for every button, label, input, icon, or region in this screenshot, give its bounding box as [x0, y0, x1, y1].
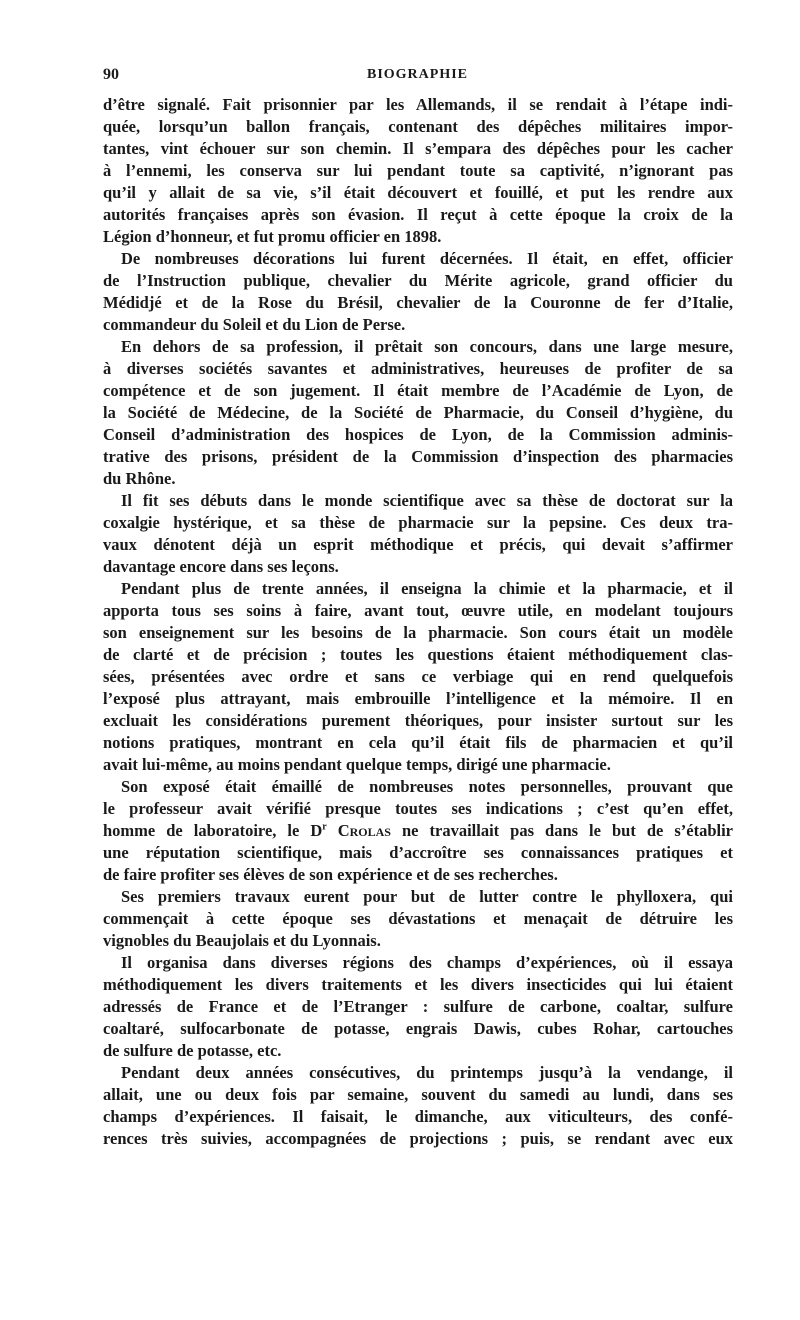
text-line: commandeur du Soleil et du Lion de Perse. [103, 315, 406, 334]
text-line: excluait les considérations purement théoriques, pour insister surtout sur les [103, 711, 733, 730]
text-line: quée, lorsqu’un ballon français, contenant des dépêches militaires impor- [103, 117, 733, 136]
text-line: avait lui-même, au moins pendant quelque temps, dirigé une pharmacie. [103, 755, 611, 774]
body-text [103, 94, 733, 1150]
superscript: r [322, 821, 327, 833]
running-head: BIOGRAPHIE [366, 67, 468, 82]
text-line: champs d’expériences. Il faisait, le dimanche, aux viticulteurs, des confé- [103, 1107, 733, 1126]
text-line: à diverses sociétés savantes et administratives, heureuses de profiter de sa [103, 359, 733, 378]
page-number: 90 [103, 66, 119, 83]
text-line: de faire profiter ses élèves de son expérience et de ses recherches. [103, 865, 558, 884]
text-line: Conseil d’administration des hospices de Lyon, de la Commission adminis- [103, 425, 733, 444]
text-line: vignobles du Beaujolais et du Lyonnais. [103, 931, 381, 950]
text-line: de l’Instruction publique, chevalier du Mérite agricole, grand officier du [103, 271, 733, 290]
text-line: autorités françaises après son évasion. Il reçut à cette époque la croix de la [103, 205, 733, 224]
text-line: sées, présentées avec ordre et sans ce verbiage qui en rend quelquefois [103, 667, 733, 686]
text-line: adressés de France et de l’Etranger : sulfure de carbone, coaltar, sulfure [103, 997, 733, 1016]
text-line: De nombreuses décorations lui furent décernées. Il était, en effet, officier [121, 249, 733, 268]
text-line: d’être signalé. Fait prisonnier par les Allemands, il se rendait à l’étape indi- [103, 95, 733, 114]
text-line: notions pratiques, montrant en cela qu’il était fils de pharmacien et qu’il [103, 733, 733, 752]
text-line [103, 820, 733, 842]
text-line: davantage encore dans ses leçons. [103, 557, 339, 576]
text-line: trative des prisons, président de la Commission d’inspection des pharmacies [103, 447, 733, 466]
text-fragment: homme de laboratoire, le D [103, 821, 323, 840]
text-line: Pendant deux années consécutives, du printemps jusqu’à la vendange, il [121, 1063, 733, 1082]
text-line: vaux dénotent déjà un esprit méthodique et précis, qui devait s’affirmer [103, 535, 733, 554]
page-header [103, 66, 732, 90]
text-line: de sulfure de potasse, etc. [103, 1041, 282, 1060]
text-fragment: ne travaillait pas dans le but de s’établir [390, 821, 733, 840]
text-line: la Société de Médecine, de la Société de Pharmacie, du Conseil d’hygiène, du [103, 403, 733, 422]
text-line: commençait à cette époque ses dévastations et menaçait de détruire les [103, 909, 733, 928]
text-line: compétence et de son jugement. Il était membre de l’Académie de Lyon, de [103, 381, 733, 400]
text-line: Médidjé et de la Rose du Brésil, chevalier de la Couronne de fer d’Italie, [103, 293, 733, 312]
text-line: Légion d’honneur, et fut promu officier en 1898. [103, 227, 442, 246]
text-line: En dehors de sa profession, il prêtait son concours, dans une large mesure, [121, 337, 733, 356]
text-line: rences très suivies, accompagnées de projections ; puis, se rendant avec eux [103, 1129, 733, 1148]
paragraph [103, 886, 733, 952]
text-line: à l’ennemi, les conserva sur lui pendant toute sa captivité, n’ignorant pas [103, 161, 733, 180]
paragraph [103, 1062, 733, 1150]
paragraph [103, 248, 733, 336]
text-line: qu’il y allait de sa vie, s’il était découvert et fouillé, et put les rendre aux [103, 183, 733, 202]
text-line: Son exposé était émaillé de nombreuses notes personnelles, prouvant que [121, 777, 733, 796]
paragraph [103, 578, 733, 776]
text-line: du Rhône. [103, 469, 176, 488]
paragraph [103, 336, 733, 490]
text-line: coxalgie hystérique, et sa thèse de pharmacie sur la pepsine. Ces deux tra- [103, 513, 733, 532]
text-line: Pendant plus de trente années, il enseigna la chimie et la pharmacie, et il [121, 579, 733, 598]
text-line: le professeur avait vérifié presque toutes ses indications ; c’est qu’en effet, [103, 799, 733, 818]
paragraph [103, 952, 733, 1062]
author-name: Crolas [337, 821, 391, 840]
text-line: son enseignement sur les besoins de la pharmacie. Son cours était un modèle [103, 623, 733, 642]
text-line: Il fit ses débuts dans le monde scientifique avec sa thèse de doctorat sur la [121, 491, 733, 510]
text-line: de clarté et de précision ; toutes les questions étaient méthodiquement clas- [103, 645, 733, 664]
text-line: Ses premiers travaux eurent pour but de lutter contre le phylloxera, qui [121, 887, 733, 906]
text-line: apporta tous ses soins à faire, avant tout, œuvre utile, en modelant toujours [103, 601, 733, 620]
paragraph [103, 776, 733, 886]
text-line: coaltaré, sulfocarbonate de potasse, engrais Dawis, cubes Rohar, cartouches [103, 1019, 733, 1038]
text-line: une réputation scientifique, mais d’accroître ses connaissances pratiques et [103, 843, 733, 862]
text-line: méthodiquement les divers traitements et les divers insecticides qui lui étaient [103, 975, 733, 994]
text-line: Il organisa dans diverses régions des champs d’expériences, où il essaya [121, 953, 733, 972]
paragraph [103, 94, 733, 248]
paragraph [103, 490, 733, 578]
text-line: allait, une ou deux fois par semaine, souvent du samedi au lundi, dans ses [103, 1085, 733, 1104]
text-line: tantes, vint échouer sur son chemin. Il s’empara des dépêches pour les cacher [103, 139, 733, 158]
text-line: l’exposé plus attrayant, mais embrouille l’intelligence et la mémoire. Il en [103, 689, 733, 708]
